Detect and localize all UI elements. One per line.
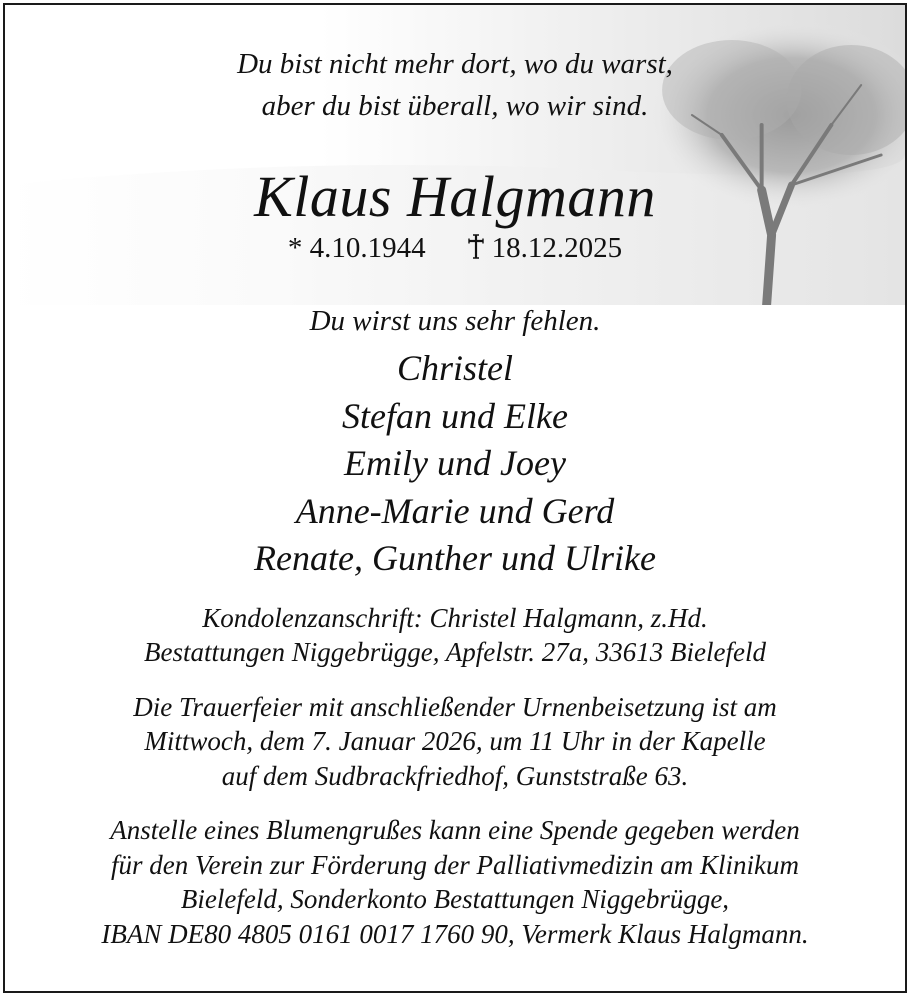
mourner: Anne-Marie und Gerd — [295, 490, 615, 531]
donation-line: für den Verein zur Förderung der Palliativmedizin am Klinikum — [111, 849, 799, 880]
condolence-line: Kondolenzanschrift: Christel Halgmann, z.Hd. — [202, 602, 708, 633]
mourner: Stefan und Elke — [342, 395, 568, 436]
ceremony-line: Mittwoch, dem 7. Januar 2026, um 11 Uhr in der Kapelle — [144, 726, 766, 756]
ceremony-line: auf dem Sudbrackfriedhof, Gunststraße 63. — [221, 760, 689, 791]
poem-line: Du bist nicht mehr dort, wo du warst, — [237, 48, 673, 80]
poem — [5, 43, 905, 127]
poem-line: aber du bist überall, wo wir sind. — [261, 90, 649, 122]
ceremony-line: Die Trauerfeier mit anschließender Urnenbeisetzung ist am — [133, 691, 777, 722]
obituary-card — [3, 3, 907, 993]
condolence-line: Bestattungen Niggebrügge, Apfelstr. 27a, 33613 Bielefeld — [144, 637, 766, 667]
donation-line: IBAN DE80 4805 0161 0017 1760 90, Vermerk Klaus Halgmann. — [101, 918, 809, 949]
mourners-list — [5, 345, 905, 583]
birth-date: * 4.10.1944 — [287, 232, 426, 264]
donation-info — [5, 813, 905, 951]
mourner: Emily und Joey — [344, 443, 566, 483]
obituary-content — [5, 5, 905, 951]
deceased-name: Klaus Halgmann — [254, 164, 656, 229]
donation-line: Anstelle eines Blumengrußes kann eine Spende gegeben werden — [110, 815, 800, 845]
ceremony-info — [5, 690, 905, 794]
mourner: Christel — [396, 348, 513, 388]
farewell-line: Du wirst uns sehr fehlen. — [309, 305, 601, 337]
mourner: Renate, Gunther und Ulrike — [254, 538, 656, 578]
donation-line: Bielefeld, Sonderkonto Bestattungen Niggebrügge, — [180, 884, 730, 914]
cross-icon — [466, 233, 486, 259]
condolence-address — [5, 601, 905, 670]
life-dates — [5, 228, 905, 268]
death-date: 18.12.2025 — [491, 232, 623, 264]
